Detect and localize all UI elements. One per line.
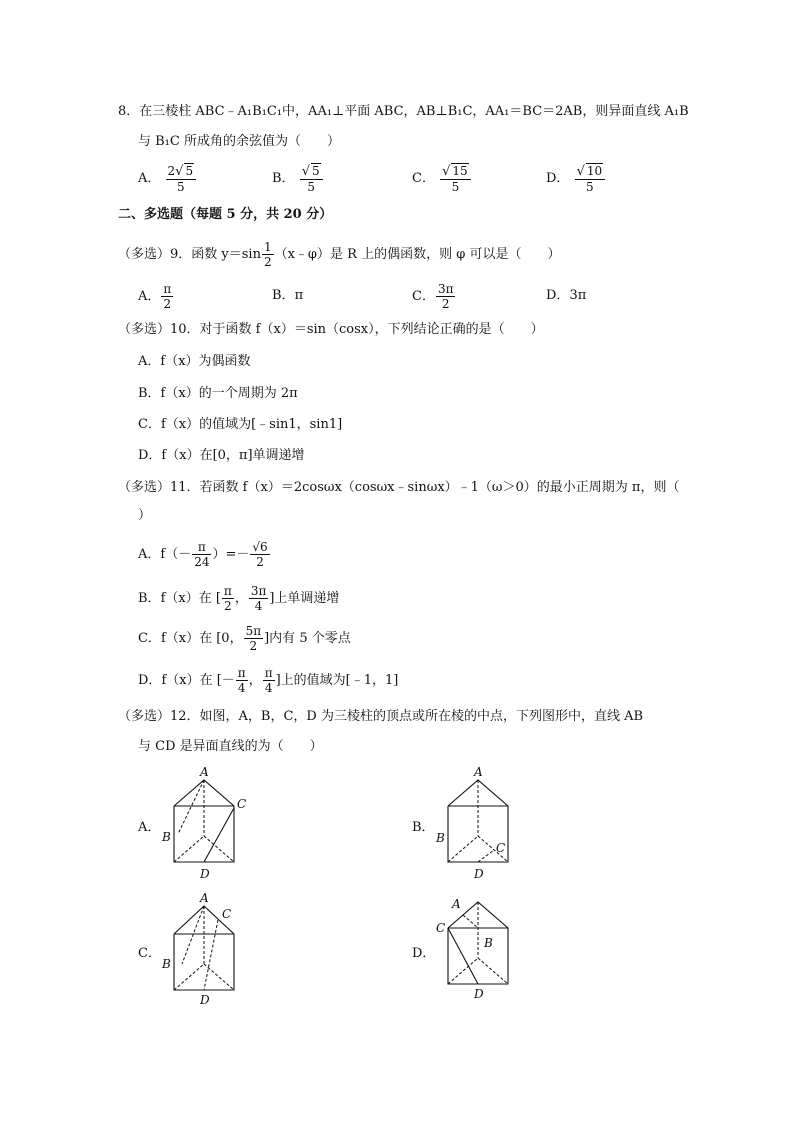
point-d: D [200,867,210,881]
figure-a-label: A． [138,820,161,835]
q9-stem: （多选）9．函数 y＝sin $\frac{1}{2}$ （x﹣φ）是 R 上的偶函数，则 φ 可以是（ ） [118,240,561,269]
q12-stem-line2: 与 CD 是异面直线的为（ ） [138,739,323,754]
q11-stem-line1: （多选）11．若函数 f（x）＝2cosωx（cosωx﹣sinωx）﹣1（ω＞0）的最小正周期为 π，则（ [118,480,680,495]
q11-option-d[interactable]: D．f（x）在 [－ $\frac{\pi}{4}$ ， $\frac{\pi}{4}$ ]上的值域为[﹣1，1] [138,666,399,695]
q12-stem-line1: （多选）12．如图，A，B，C，D 为三棱柱的顶点或所在棱的中点，下列图形中，直线 AB [118,709,644,724]
point-c: C [222,907,232,921]
q10-option-c[interactable]: C．f（x）的值域为[﹣sin1，sin1] [138,417,343,432]
point-d: D [474,867,484,881]
q10-option-a[interactable]: A．f（x）为偶函数 [138,354,251,369]
fraction: $\frac{2√ 5}{5}$ [166,163,197,194]
q9-option-d[interactable]: D．3π [546,288,587,303]
fraction: $\frac{√ 10}{5}$ [575,163,606,194]
figure-c-prism[interactable] [160,890,270,1010]
q9-option-a[interactable]: A． $\frac{\pi}{2}$ [138,282,172,311]
point-c: C [496,841,506,855]
q10-option-d[interactable]: D．f（x）在[0，π]单调递增 [138,448,305,463]
figure-b-label: B． [412,820,435,835]
q10-option-b[interactable]: B．f（x）的一个周期为 2π [138,386,298,401]
point-a: A [474,765,483,779]
point-c: C [237,797,247,811]
point-c: C [436,921,446,935]
figure-b-prism[interactable] [434,764,544,884]
option-letter: C． [412,171,435,186]
point-a: A [200,891,209,905]
point-b: B [162,830,171,844]
q8-line1: 8．在三棱柱 ABC﹣A₁B₁C₁中，AA₁⊥平面 ABC，AB⊥B₁C，AA₁＝BC＝2AB，则异面直线 A₁B [118,104,689,119]
fraction: $\frac{√ 15}{5}$ [440,163,471,194]
q8-line2: 与 B₁C 所成角的余弦值为（ ） [138,134,340,149]
figure-a-prism[interactable] [160,764,270,884]
q8-option-c[interactable] [412,163,472,194]
q11-option-c[interactable]: C．f（x）在 [0， $\frac{5\pi}{2}$ ]内有 5 个零点 [138,624,351,653]
option-letter: D． [546,171,570,186]
point-d: D [200,993,210,1007]
option-letter: A． [138,171,161,186]
point-b: B [436,831,445,845]
section-heading: 二、多选题（每题 5 分，共 20 分） [118,207,333,222]
q10-stem: （多选）10．对于函数 f（x）＝sin（cosx），下列结论正确的是（ ） [118,322,544,337]
fraction: $\frac{√ 5}{5}$ [300,163,323,194]
point-b: B [162,957,171,971]
q11-option-a[interactable]: A．f（－ $\frac{\pi}{24}$ ）=－ $\frac{√6}{2}$ [138,540,268,569]
point-d: D [474,987,484,1001]
q11-option-b[interactable]: B．f（x）在 [ $\frac{\pi}{2}$ ， $\frac{3\pi}{4}$ ]上单调递增 [138,584,340,613]
q9-option-c[interactable]: C． $\frac{3\pi}{2}$ [412,282,454,311]
figure-d-label: D． [412,946,436,961]
option-letter: B． [272,171,295,186]
point-a: A [200,765,209,779]
q8-option-d[interactable] [546,163,606,194]
point-a: A [452,897,461,911]
q8-option-a[interactable] [138,163,197,194]
q11-stem-line2: ） [138,508,152,523]
figure-c-label: C． [138,946,161,961]
q9-option-b[interactable]: B．π [272,288,304,303]
q8-option-b[interactable] [272,163,324,194]
figure-d-prism[interactable] [434,890,544,1010]
point-b: B [484,936,493,950]
